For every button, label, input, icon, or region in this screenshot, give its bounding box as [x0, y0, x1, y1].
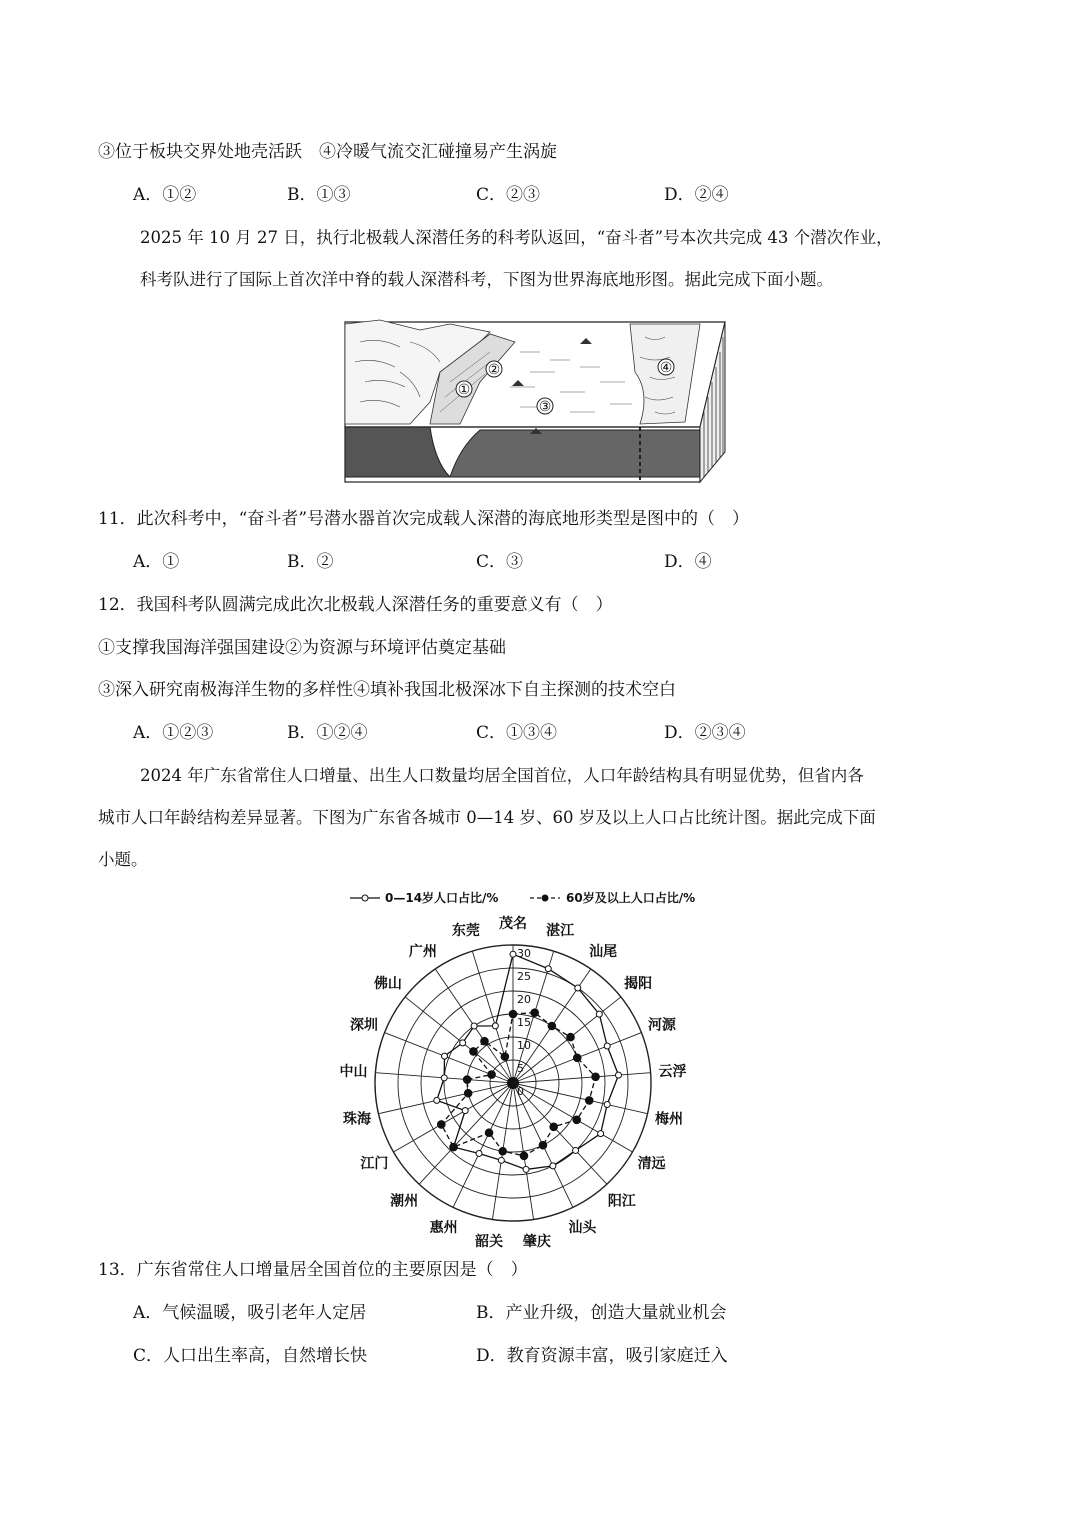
category-label: 珠海 [343, 1111, 372, 1128]
q12-stem: 12．我国科考队圆满完成此次北极载人深潜任务的重要意义有（ ） [98, 595, 613, 615]
seabed-label-1: ① [457, 382, 471, 398]
data-point [509, 1010, 517, 1018]
data-point [520, 1152, 528, 1160]
q10-statements: ③位于板块交界处地壳活跃 ④冷暖气流交汇碰撞易产生涡旋 [98, 142, 557, 162]
radar-radial-ticks [517, 947, 531, 1098]
data-point [567, 1033, 575, 1041]
q11-option-a: A．① [133, 552, 180, 572]
data-point [450, 1143, 458, 1151]
category-label: 潮州 [390, 1193, 419, 1210]
category-label: 汕头 [568, 1220, 597, 1237]
seabed-label-3: ③ [538, 399, 552, 415]
category-label: 韶关 [475, 1234, 504, 1251]
q13-option-b: B．产业升级，创造大量就业机会 [476, 1303, 727, 1323]
grid-spoke [393, 1083, 513, 1152]
seabed-label-4: ④ [659, 360, 673, 376]
category-label: 深圳 [350, 1017, 379, 1034]
category-label: 广州 [408, 943, 437, 960]
q12-option-a: A．①②③ [133, 723, 214, 743]
data-point [575, 985, 581, 991]
radial-tick-label: 5 [517, 1062, 524, 1075]
data-point [462, 1108, 468, 1114]
q13-option-a: A．气候温暖，吸引老年人定居 [133, 1303, 367, 1323]
data-point [471, 1023, 477, 1029]
data-point [573, 1116, 581, 1124]
q11-option-d: D．④ [664, 552, 712, 572]
grid-spoke [513, 1083, 633, 1152]
data-point [616, 1072, 622, 1078]
radial-tick-label: 15 [517, 1016, 531, 1029]
grid-spoke [472, 951, 513, 1083]
category-label: 东莞 [451, 923, 480, 940]
q11-stem: 11．此次科考中，“奋斗者”号潜水器首次完成载人深潜的海底地形类型是图中的（ ） [98, 509, 750, 529]
data-point [598, 1131, 604, 1137]
data-point [470, 1048, 478, 1056]
passage1-line2: 科考队进行了国际上首次洋中脊的载人深潜科考，下图为世界海底地形图。据此完成下面小题。 [140, 270, 833, 289]
data-point [523, 1166, 529, 1172]
category-label: 阳江 [607, 1193, 636, 1210]
q12-statements-1: ①支撑我国海洋强国建设②为资源与环境评估奠定基础 [98, 638, 506, 658]
data-point [596, 1011, 602, 1017]
data-point [585, 1097, 593, 1105]
data-point [460, 1040, 466, 1046]
population-radar-chart [339, 880, 740, 1251]
data-point [434, 1097, 440, 1103]
seabed-label-2: ② [487, 362, 501, 378]
category-label: 茂名 [499, 916, 527, 932]
data-point [592, 1073, 600, 1081]
q12-option-b: B．①②④ [287, 723, 368, 743]
data-point [604, 1043, 610, 1049]
data-point [604, 1101, 610, 1107]
chart-legend [350, 890, 695, 905]
radial-tick-label: 0 [517, 1085, 524, 1098]
q10-option-a: A．①② [133, 185, 197, 205]
q13-option-c: C．人口出生率高，自然增长快 [133, 1346, 368, 1366]
data-point [485, 1129, 493, 1137]
legend-label-60-plus: 60岁及以上人口占比/% [566, 891, 696, 905]
q10-option-c: C．②③ [476, 185, 541, 205]
data-point [464, 1089, 472, 1097]
radar-grid [375, 945, 651, 1221]
data-point [501, 1053, 509, 1061]
radial-tick-label: 25 [517, 970, 531, 983]
category-label: 佛山 [373, 976, 402, 993]
data-point [573, 1054, 581, 1062]
radial-tick-label: 30 [517, 947, 531, 960]
category-label: 江门 [360, 1156, 389, 1172]
passage2-line2: 城市人口年龄结构差异显著。下图为广东省各城市 0—14 岁、60 岁及以上人口占比统计图。据此完成下面 [98, 808, 876, 827]
category-label: 湛江 [546, 923, 575, 940]
category-label: 河源 [647, 1017, 676, 1034]
q13-option-d: D．教育资源丰富，吸引家庭迁入 [476, 1346, 728, 1366]
q13-stem: 13．广东省常住人口增量居全国首位的主要原因是（ ） [98, 1260, 528, 1280]
data-point [499, 1147, 507, 1155]
data-point [550, 1123, 558, 1131]
data-point [463, 1076, 471, 1084]
data-point [441, 1075, 447, 1081]
seabed-terrain-figure [340, 312, 740, 492]
radial-tick-label: 20 [517, 993, 531, 1006]
category-label: 中山 [339, 1064, 368, 1081]
data-point [437, 1121, 445, 1129]
data-point [476, 1150, 482, 1156]
passage2-line1: 2024 年广东省常住人口增量、出生人口数量均居全国首位，人口年龄结构具有明显优势，但省内各 [140, 766, 864, 785]
data-point [441, 1053, 447, 1059]
category-label: 惠州 [429, 1220, 458, 1237]
passage2-line3: 小题。 [98, 850, 148, 869]
data-point [510, 951, 516, 957]
data-point [550, 1163, 556, 1169]
q11-option-c: C．③ [476, 552, 524, 572]
q10-option-d: D．②④ [664, 185, 729, 205]
category-label: 肇庆 [522, 1234, 551, 1251]
q12-statements-2: ③深入研究南极海洋生物的多样性④填补我国北极深冰下自主探测的技术空白 [98, 680, 676, 700]
data-point [548, 1022, 556, 1030]
category-label: 清远 [637, 1156, 666, 1172]
legend-label-0-14: 0—14岁人口占比/% [385, 891, 499, 905]
radial-tick-label: 10 [517, 1039, 531, 1052]
category-label: 揭阳 [624, 976, 653, 993]
category-label: 汕尾 [589, 943, 618, 960]
q12-option-c: C．①③④ [476, 723, 558, 743]
q12-option-d: D．②③④ [664, 723, 746, 743]
data-point [481, 1037, 489, 1045]
q11-option-b: B．② [287, 552, 334, 572]
data-point [488, 1071, 496, 1079]
category-label: 云浮 [658, 1064, 687, 1081]
grid-spoke [419, 1083, 513, 1184]
data-point [573, 1147, 579, 1153]
data-point [531, 1009, 539, 1017]
q10-option-b: B．①③ [287, 185, 351, 205]
passage1-line1: 2025 年 10 月 27 日，执行北极载人深潜任务的科考队返回，“奋斗者”号本次共完成 43 个潜次作业， [140, 228, 893, 247]
data-point [539, 1141, 547, 1149]
category-label: 梅州 [654, 1111, 683, 1128]
data-point [498, 1157, 504, 1163]
data-point [545, 966, 551, 972]
data-point [492, 1023, 498, 1029]
